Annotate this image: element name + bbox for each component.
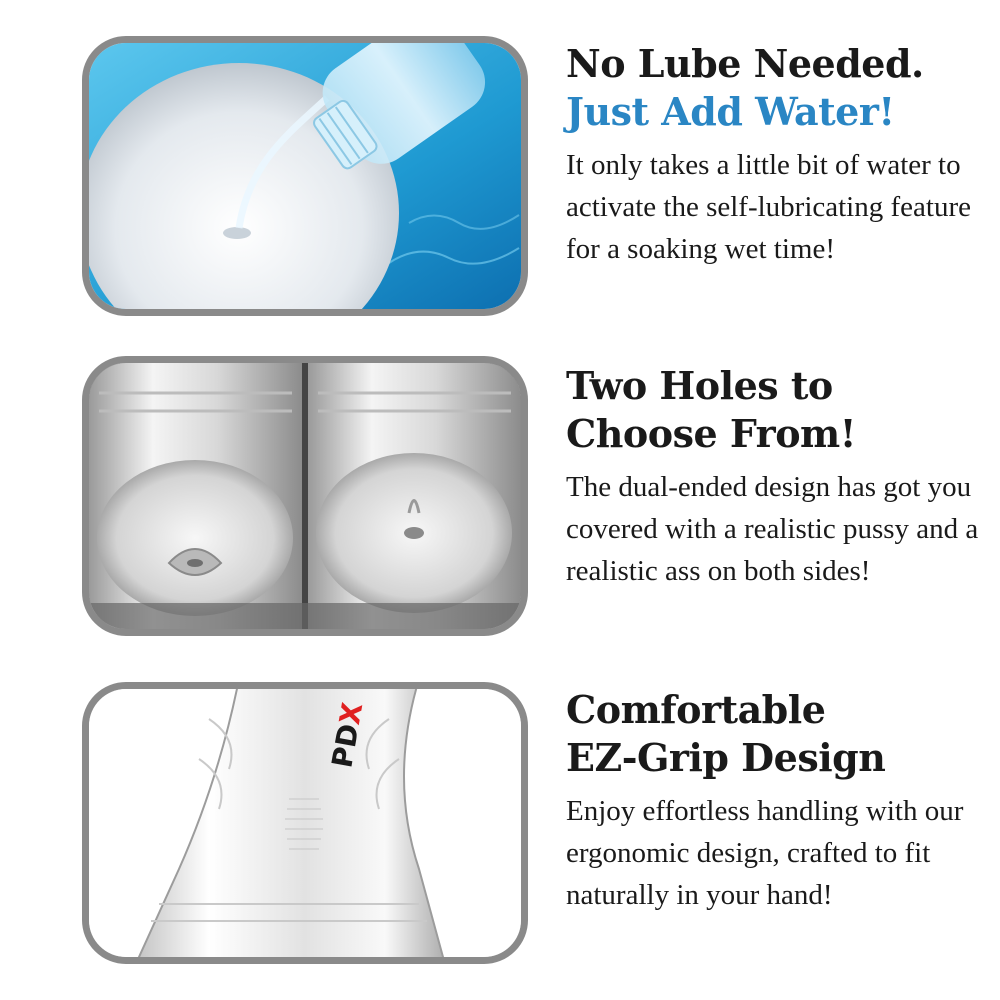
grip-image [89, 689, 521, 957]
section-title-line2: Choose From! [566, 411, 856, 456]
section-body: It only takes a little bit of water to activate the self-lubricating feature for a soaking wet time! [566, 149, 971, 265]
water-pour-image [89, 43, 521, 309]
two-holes-image [89, 363, 521, 629]
section-title-line1: No Lube Needed. [566, 41, 924, 86]
water-image-frame [82, 36, 528, 316]
section-title-line1: Two Holes to [566, 363, 833, 408]
grip-image-frame [82, 682, 528, 964]
section-title-line2: EZ-Grip Design [566, 735, 886, 780]
section-body: The dual-ended design has got you covered with a realistic pussy and a realistic ass on both sides! [566, 471, 979, 587]
section-title-line2: Just Add Water! [566, 89, 895, 134]
two-holes-image-frame [82, 356, 528, 636]
pdx-logo: PDX [325, 700, 370, 771]
section-title-line1: Comfortable [566, 687, 826, 732]
section-body: Enjoy effortless handling with our ergonomic design, crafted to fit naturally in your hand! [566, 795, 964, 911]
